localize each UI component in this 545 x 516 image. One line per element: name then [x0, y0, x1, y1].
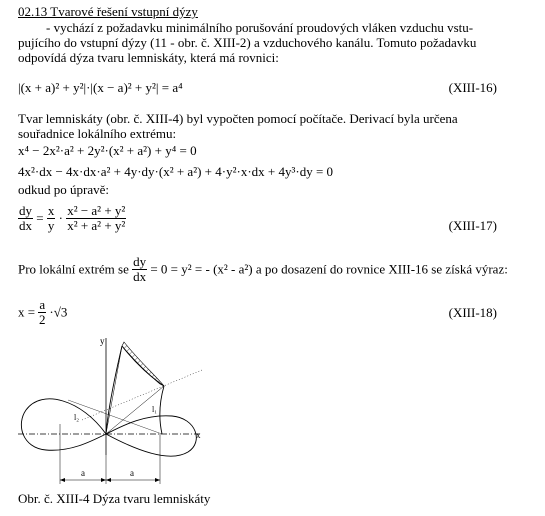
- denominator: y: [47, 218, 55, 233]
- eq18-lhs: x =: [18, 304, 36, 320]
- local-extremum-sentence: [18, 255, 508, 284]
- denominator: dx: [19, 218, 32, 233]
- y-axis-label: y: [100, 336, 105, 346]
- intro-line-1: - vychází z požadavku minimálního porušování proudových vláken vzduchu vstu-: [46, 20, 474, 35]
- intro-line-2: pujícího do vstupní dýzy (11 - obr. č. XIII-2) a vzduchového kanálu. Tomuto požadavku: [18, 35, 477, 50]
- denominator: 2: [38, 312, 46, 327]
- dim-label-a-right: a: [130, 468, 134, 478]
- figure-caption: Obr. č. XIII-4 Dýza tvaru lemniskáty: [18, 491, 211, 506]
- dotted-guide: [82, 370, 202, 420]
- paragraph-2-line-1: Tvar lemniskáty (obr. č. XIII-4) byl vypočten pomocí počítače. Derivací byla určena: [18, 111, 458, 126]
- diagonal-line: [68, 400, 162, 434]
- eq18-rhs: ·√3: [49, 304, 68, 320]
- numerator: x² − a² + y²: [67, 203, 126, 218]
- equation-extremum-1: x⁴ − 2x²·a² + 2y²·(x² + a²) + y⁴ = 0: [18, 143, 197, 158]
- numerator: a: [39, 297, 46, 312]
- equation-number-xiii-18: (XIII-18): [448, 305, 497, 320]
- generator-line-1: [106, 346, 122, 434]
- fraction-dy-dx: [18, 204, 33, 233]
- label-l1: l₁: [152, 405, 158, 414]
- label-l2: l₂: [74, 413, 80, 422]
- numerator: dy: [19, 203, 32, 218]
- paragraph-2-line-2: souřadnice lokálního extrému:: [18, 126, 177, 141]
- x-axis-label: x: [196, 430, 201, 440]
- numerator: dy: [133, 254, 147, 269]
- equation-xiii-18: [18, 298, 67, 327]
- equation-number-xiii-16: (XIII-16): [448, 80, 497, 95]
- fraction-x-y: [47, 204, 56, 233]
- intro-line-3: odpovídá dýza tvaru lemniskáty, která má rovnici:: [18, 50, 279, 65]
- equation-extremum-2: 4x²·dx − 4x·dx·a² + 4y·dy·(x² + a²) + 4·y²·x·dx + 4y³·dy = 0: [18, 164, 334, 179]
- equation-xiii-16: |(x + a)² + y²|·|(x − a)² + y²| = a⁴: [18, 80, 183, 95]
- dim-arrow-4: [155, 478, 160, 482]
- equation-xiii-17: $\frac{dy}{dx}$ = $\frac{x}{y}$ · $\frac{\text{x² − a² + y²}}{\text{x² + a² + y²}}$: [19, 203, 126, 233]
- fraction-a-2: [38, 298, 46, 327]
- nozzle-wall-right: [122, 346, 164, 434]
- nozzle-hatch: [122, 342, 164, 386]
- lemniscate-curve: [21, 399, 196, 456]
- extremum-suffix: = 0 = y² = - (x² - a²) a po dosazení do rovnice XIII-16 se získá výraz:: [150, 261, 508, 277]
- dim-arrow-3: [106, 478, 111, 482]
- equation-number-xiii-17: (XIII-17): [448, 218, 497, 233]
- dim-label-a-left: a: [81, 468, 85, 478]
- denominator: dx: [133, 269, 147, 284]
- numerator: x: [47, 203, 55, 218]
- after-text: odkud po úpravě:: [18, 182, 109, 197]
- denominator: x² + a² + y²: [67, 218, 126, 233]
- dim-arrow-2: [101, 478, 106, 482]
- section-heading: 02.13 Tvarové řešení vstupní dýzy: [18, 4, 198, 19]
- extremum-prefix: Pro lokální extrém se: [18, 261, 129, 277]
- fraction-rhs: [66, 204, 126, 233]
- lemniscate-figure: [12, 330, 222, 490]
- fraction-dy-dx-2: [132, 255, 147, 284]
- dim-arrow-1: [60, 478, 65, 482]
